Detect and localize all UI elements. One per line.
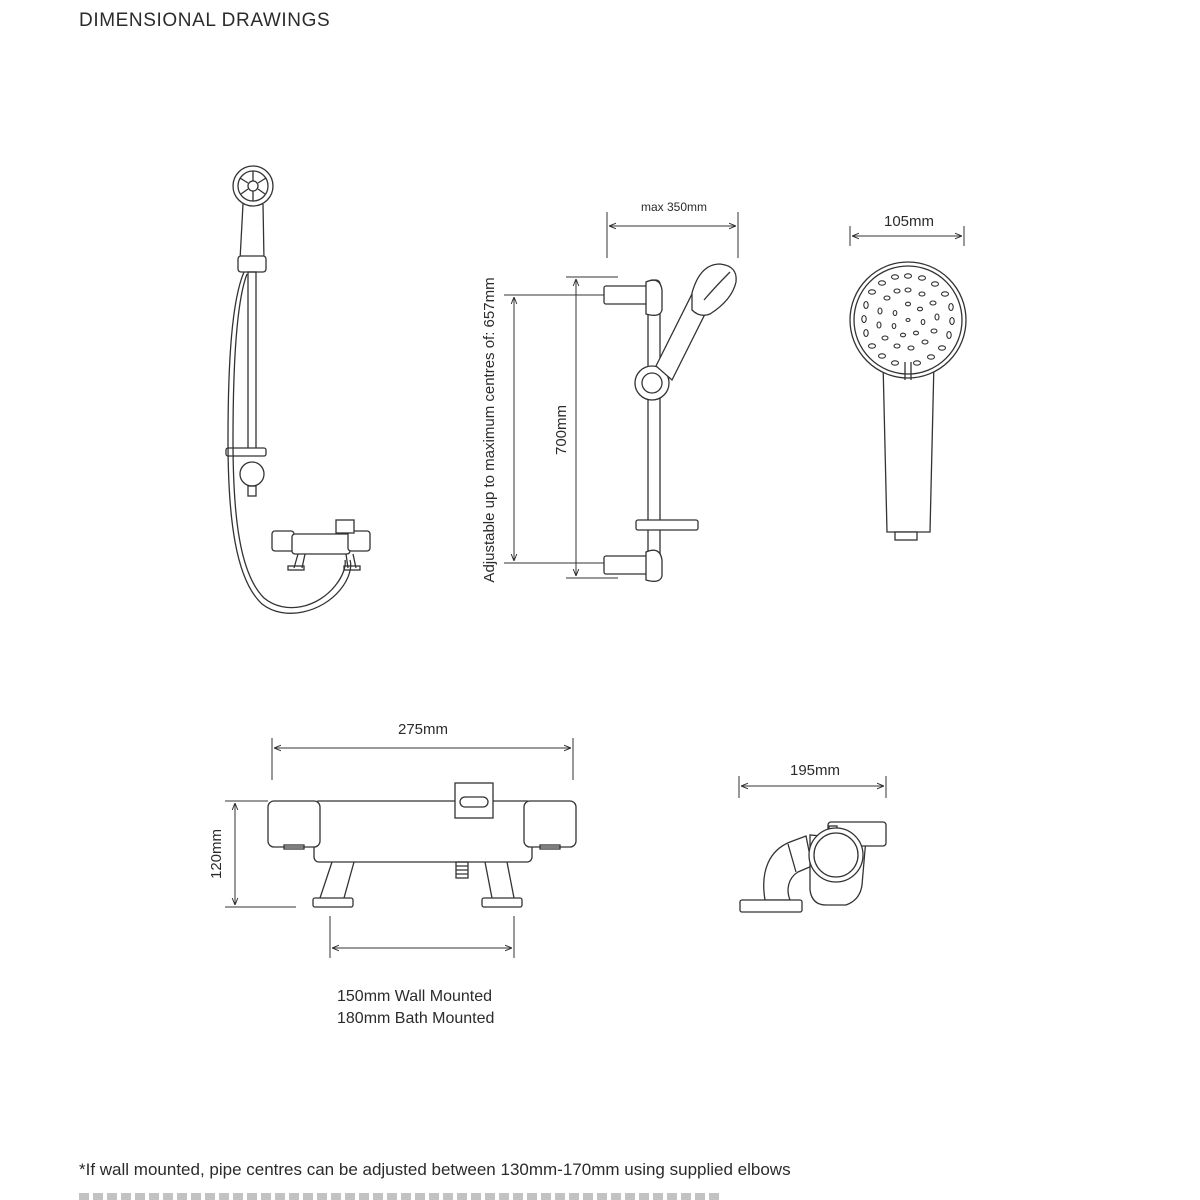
dim-label-valve-depth: 195mm (789, 762, 841, 779)
label-wall-mounted: 150mm Wall Mounted (337, 988, 493, 1005)
dim-label-valve-height: 120mm (208, 828, 225, 880)
page-title: DIMENSIONAL DRAWINGS (79, 10, 331, 31)
label-bath-mounted: 180mm Bath Mounted (337, 1010, 495, 1027)
dim-label-valve-width: 275mm (397, 721, 449, 738)
footnote: *If wall mounted, pipe centres can be adjusted between 130mm-170mm using supplied elbows (79, 1160, 791, 1179)
bar-valve-side-drawing (739, 762, 886, 912)
dim-label-rail-height: 700mm (553, 404, 570, 456)
handset-front-drawing (850, 213, 966, 540)
truncated-text-line (79, 1193, 719, 1200)
assembly-overview-drawing (226, 166, 370, 613)
rail-kit-drawing (481, 200, 738, 583)
dim-label-adjustable: Adjustable up to maximum centres of: 657mm (481, 277, 498, 583)
dim-label-handset-width: 105mm (883, 213, 935, 230)
dim-label-arm-max: max 350mm (640, 200, 708, 214)
bar-valve-front-drawing (208, 721, 576, 1027)
